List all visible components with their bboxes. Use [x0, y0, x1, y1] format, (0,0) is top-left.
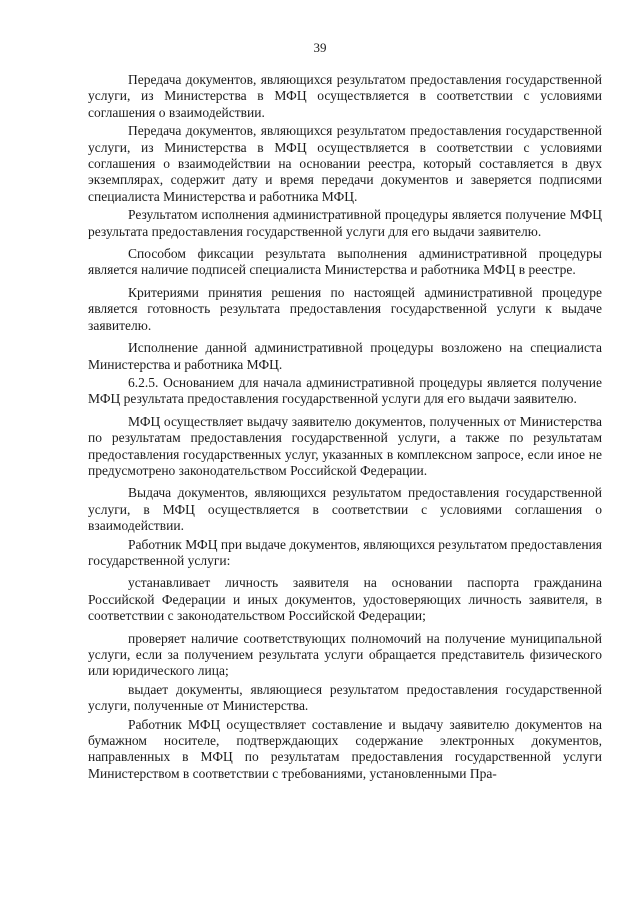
list-item: устанавливает личность заявителя на основании паспорта гражданина Российской Федерации и иных документов, удостоверяющих личность заявителя, в соответствии с законодательством Российской Федерации;: [88, 575, 602, 624]
paragraph: Работник МФЦ при выдаче документов, являющихся результатом предоставления государственной услуги:: [88, 536, 602, 568]
paragraph: 6.2.5. Основанием для начала административной процедуры является получение МФЦ результата предоставления государственной услуги для его выдачи заявителю.: [88, 374, 602, 407]
list-item: проверяет наличие соответствующих полномочий на получение муниципальной услуги, если за получением результата услуги обращается представитель физического или юридического лица;: [88, 630, 602, 679]
paragraph: МФЦ осуществляет выдачу заявителю документов, полученных от Министерства по результатам предоставления государственной услуги, а также по результатам предоставления государственных услуг, указанных в комплексном запросе, если иное не предусмотрено законодательством Российской Федерации.: [88, 413, 602, 478]
paragraph: Передача документов, являющихся результатом предоставления государственной услуги, из Министерства в МФЦ осуществляется в соответствии с условиями соглашения о взаимодействии на основании реестра, который составляется в двух экземплярах, содержит дату и время передачи документов и заверяется подписями специалиста Министерства и работника МФЦ.: [88, 123, 602, 204]
paragraph: Исполнение данной административной процедуры возложено на специалиста Министерства и работника МФЦ.: [88, 340, 602, 372]
paragraph: Передача документов, являющихся результатом предоставления государственной услуги, из Министерства в МФЦ осуществляется в соответствии с условиями соглашения о взаимодействии.: [88, 72, 602, 120]
paragraph: Критериями принятия решения по настоящей административной процедуре является готовность результата предоставления государственной услуги к выдаче заявителю.: [88, 284, 602, 333]
list-item: выдает документы, являющиеся результатом предоставления государственной услуги, полученные от Министерства.: [88, 681, 602, 714]
paragraph: Способом фиксации результата выполнения административной процедуры является наличие подписей специалиста Министерства и работника МФЦ в реестре.: [88, 246, 602, 278]
paragraph: Выдача документов, являющихся результатом предоставления государственной услуги, в МФЦ осуществляется в соответствии с условиями соглашения о взаимодействии.: [88, 485, 602, 534]
page-number: 39: [313, 40, 327, 55]
paragraph: Результатом исполнения административной процедуры является получение МФЦ результата предоставления государственной услуги для его выдачи заявителю.: [88, 207, 602, 239]
paragraph: Работник МФЦ осуществляет составление и выдачу заявителю документов на бумажном носителе, подтверждающих содержание электронных документов, направленных в МФЦ по результатам предоставления государственной услуги Министерством в соответствии с требованиями, установленными Пра-: [88, 716, 602, 781]
document-body: [88, 72, 602, 784]
